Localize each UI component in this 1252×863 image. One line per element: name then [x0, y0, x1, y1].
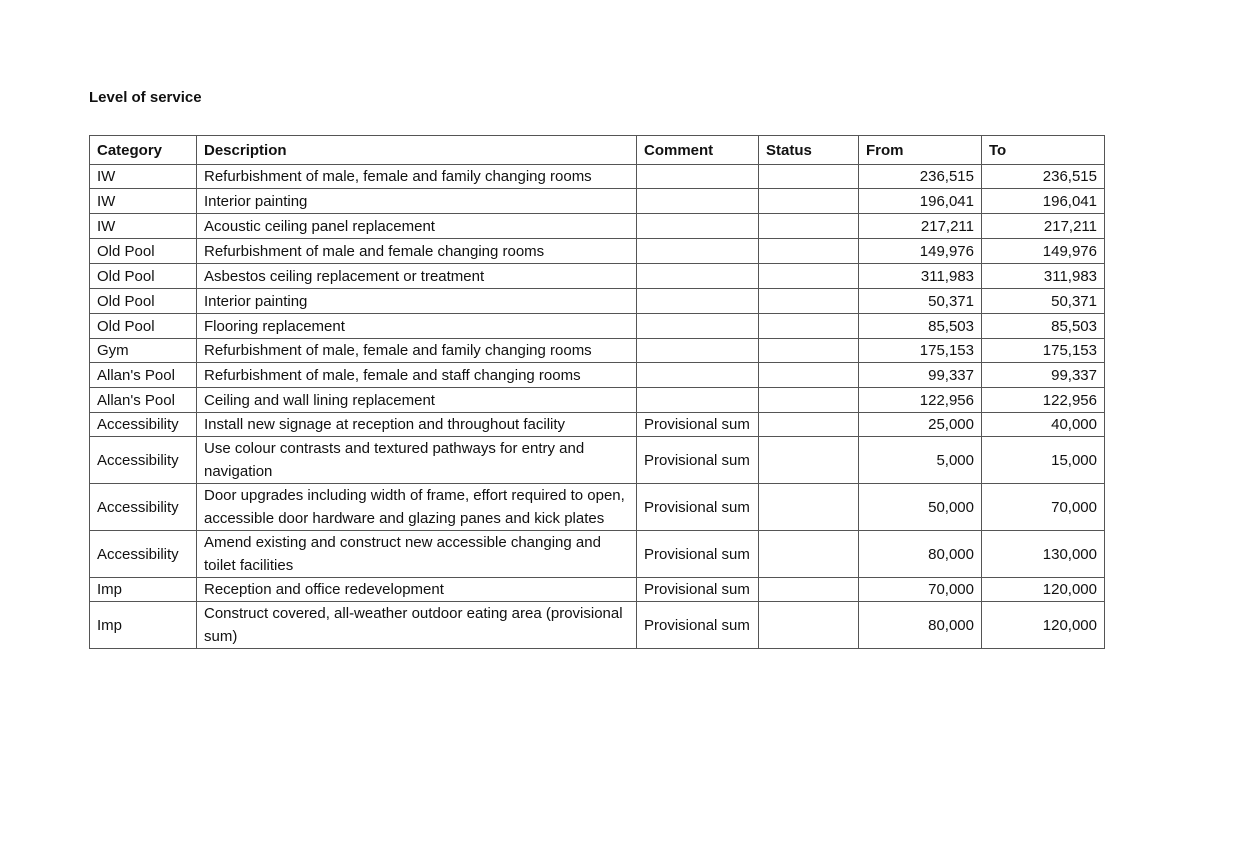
comment-cell — [637, 339, 759, 363]
to-cell: 120,000 — [982, 602, 1105, 649]
table-row — [90, 189, 1105, 214]
comment-cell — [637, 363, 759, 388]
comment-cell: Provisional sum — [637, 484, 759, 531]
status-cell — [759, 339, 859, 363]
level-of-service-table — [89, 135, 1105, 649]
status-cell — [759, 388, 859, 413]
table-row — [90, 214, 1105, 239]
description-cell: Refurbishment of male, female and family changing rooms — [197, 339, 637, 363]
category-cell: IW — [90, 165, 197, 189]
category-cell: Imp — [90, 578, 197, 602]
table-row — [90, 578, 1105, 602]
table-row — [90, 437, 1105, 484]
comment-cell — [637, 314, 759, 339]
from-cell: 50,371 — [859, 289, 982, 314]
category-cell: Old Pool — [90, 314, 197, 339]
to-cell: 130,000 — [982, 531, 1105, 578]
category-cell: Allan's Pool — [90, 363, 197, 388]
category-cell: Accessibility — [90, 531, 197, 578]
comment-cell — [637, 388, 759, 413]
table-row — [90, 339, 1105, 363]
status-cell — [759, 264, 859, 289]
to-cell: 236,515 — [982, 165, 1105, 189]
description-cell: Refurbishment of male and female changing rooms — [197, 239, 637, 264]
category-cell: Gym — [90, 339, 197, 363]
from-cell: 85,503 — [859, 314, 982, 339]
status-cell — [759, 165, 859, 189]
category-cell: Imp — [90, 602, 197, 649]
table-row — [90, 289, 1105, 314]
to-cell: 120,000 — [982, 578, 1105, 602]
description-cell: Construct covered, all-weather outdoor eating area (provisional sum) — [197, 602, 637, 649]
category-cell: Accessibility — [90, 484, 197, 531]
comment-cell: Provisional sum — [637, 602, 759, 649]
from-cell: 80,000 — [859, 531, 982, 578]
from-cell: 70,000 — [859, 578, 982, 602]
from-cell: 50,000 — [859, 484, 982, 531]
from-cell: 149,976 — [859, 239, 982, 264]
from-cell: 25,000 — [859, 413, 982, 437]
table-row — [90, 314, 1105, 339]
table-row — [90, 602, 1105, 649]
from-cell: 236,515 — [859, 165, 982, 189]
to-cell: 175,153 — [982, 339, 1105, 363]
category-cell: Old Pool — [90, 264, 197, 289]
status-cell — [759, 578, 859, 602]
status-cell — [759, 437, 859, 484]
description-cell: Refurbishment of male, female and staff changing rooms — [197, 363, 637, 388]
to-cell: 40,000 — [982, 413, 1105, 437]
column-header-status: Status — [759, 136, 859, 165]
status-cell — [759, 189, 859, 214]
from-cell: 175,153 — [859, 339, 982, 363]
comment-cell — [637, 239, 759, 264]
status-cell — [759, 214, 859, 239]
status-cell — [759, 531, 859, 578]
category-cell: Allan's Pool — [90, 388, 197, 413]
to-cell: 149,976 — [982, 239, 1105, 264]
column-header-category: Category — [90, 136, 197, 165]
description-cell: Reception and office redevelopment — [197, 578, 637, 602]
status-cell — [759, 413, 859, 437]
comment-cell — [637, 264, 759, 289]
category-cell: Old Pool — [90, 239, 197, 264]
from-cell: 5,000 — [859, 437, 982, 484]
column-header-description: Description — [197, 136, 637, 165]
description-cell: Door upgrades including width of frame, effort required to open, accessible door hardware and glazing panes and kick plates — [197, 484, 637, 531]
to-cell: 122,956 — [982, 388, 1105, 413]
description-cell: Acoustic ceiling panel replacement — [197, 214, 637, 239]
status-cell — [759, 484, 859, 531]
comment-cell: Provisional sum — [637, 578, 759, 602]
to-cell: 50,371 — [982, 289, 1105, 314]
table-row — [90, 413, 1105, 437]
to-cell: 70,000 — [982, 484, 1105, 531]
category-cell: Accessibility — [90, 413, 197, 437]
table-row — [90, 264, 1105, 289]
description-cell: Ceiling and wall lining replacement — [197, 388, 637, 413]
column-header-comment: Comment — [637, 136, 759, 165]
description-cell: Use colour contrasts and textured pathways for entry and navigation — [197, 437, 637, 484]
table-header-row — [90, 136, 1105, 165]
table-row — [90, 531, 1105, 578]
column-header-from: From — [859, 136, 982, 165]
description-cell: Asbestos ceiling replacement or treatment — [197, 264, 637, 289]
status-cell — [759, 289, 859, 314]
description-cell: Interior painting — [197, 189, 637, 214]
comment-cell: Provisional sum — [637, 413, 759, 437]
column-header-to: To — [982, 136, 1105, 165]
to-cell: 99,337 — [982, 363, 1105, 388]
comment-cell: Provisional sum — [637, 531, 759, 578]
table-row — [90, 484, 1105, 531]
status-cell — [759, 314, 859, 339]
category-cell: IW — [90, 214, 197, 239]
status-cell — [759, 239, 859, 264]
to-cell: 196,041 — [982, 189, 1105, 214]
category-cell: IW — [90, 189, 197, 214]
comment-cell — [637, 289, 759, 314]
description-cell: Refurbishment of male, female and family changing rooms — [197, 165, 637, 189]
status-cell — [759, 363, 859, 388]
from-cell: 80,000 — [859, 602, 982, 649]
status-cell — [759, 602, 859, 649]
description-cell: Install new signage at reception and throughout facility — [197, 413, 637, 437]
from-cell: 196,041 — [859, 189, 982, 214]
category-cell: Accessibility — [90, 437, 197, 484]
from-cell: 217,211 — [859, 214, 982, 239]
table-row — [90, 239, 1105, 264]
from-cell: 122,956 — [859, 388, 982, 413]
category-cell: Old Pool — [90, 289, 197, 314]
from-cell: 311,983 — [859, 264, 982, 289]
to-cell: 311,983 — [982, 264, 1105, 289]
description-cell: Flooring replacement — [197, 314, 637, 339]
to-cell: 217,211 — [982, 214, 1105, 239]
table-row — [90, 388, 1105, 413]
description-cell: Interior painting — [197, 289, 637, 314]
comment-cell — [637, 214, 759, 239]
comment-cell: Provisional sum — [637, 437, 759, 484]
comment-cell — [637, 189, 759, 214]
from-cell: 99,337 — [859, 363, 982, 388]
table-row — [90, 363, 1105, 388]
comment-cell — [637, 165, 759, 189]
to-cell: 85,503 — [982, 314, 1105, 339]
table-row — [90, 165, 1105, 189]
page-title: Level of service — [89, 89, 202, 106]
description-cell: Amend existing and construct new accessible changing and toilet facilities — [197, 531, 637, 578]
to-cell: 15,000 — [982, 437, 1105, 484]
